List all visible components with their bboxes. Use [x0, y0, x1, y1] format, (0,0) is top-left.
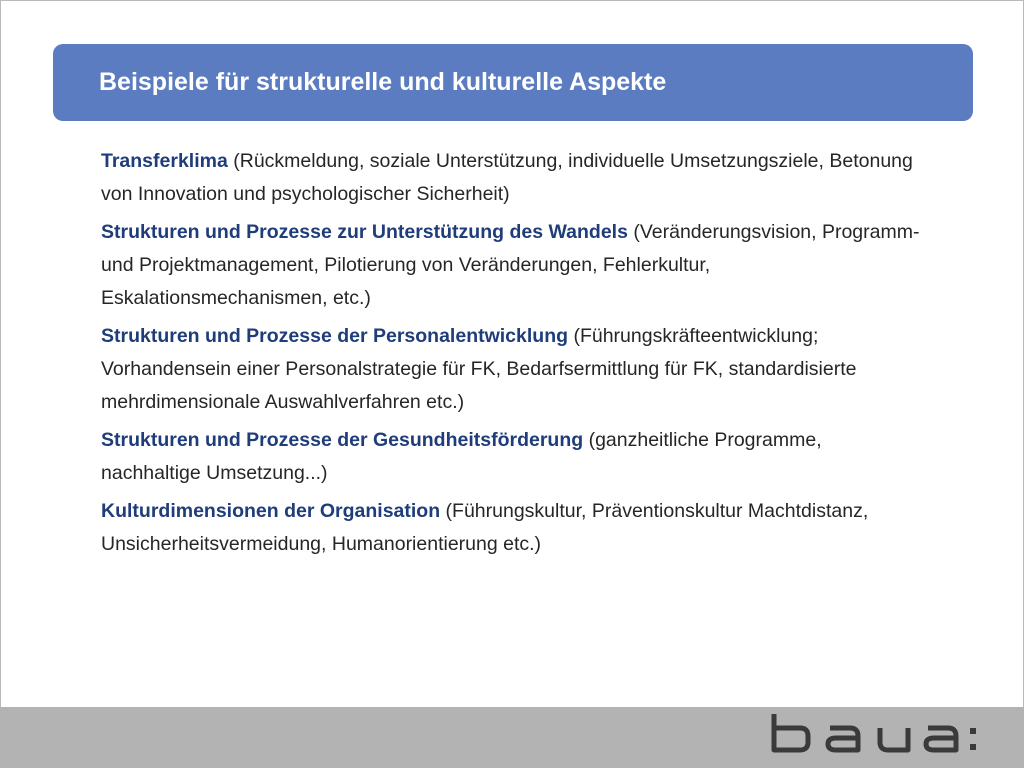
item-text: (Rückmeldung, soziale Unterstützung, individuelle Umsetzungsziele, Betonung von Innovation und psychologischer Sicherheit) [101, 150, 913, 205]
item-heading: Strukturen und Prozesse der Gesundheitsförderung [101, 429, 584, 451]
item-text: (ganzheitliche Programme, nachhaltige Umsetzung...) [101, 429, 822, 484]
item-heading: Strukturen und Prozesse zur Unterstützung des Wandels [101, 221, 628, 243]
item-heading: Transferklima [101, 150, 228, 172]
slide-title: Beispiele für strukturelle und kulturelle Aspekte [99, 68, 667, 96]
baua-logo [770, 712, 980, 756]
item-text: (Führungskultur, Präventionskultur Machtdistanz, Unsicherheitsvermeidung, Humanorientierung etc.) [101, 500, 869, 555]
item-text: (Veränderungsvision, Programm- und Projektmanagement, Pilotierung von Veränderungen, Fehlerkultur, Eskalationsmechanismen, etc.) [101, 221, 920, 309]
list-item-kulturdimensionen [101, 495, 921, 561]
item-heading: Kulturdimensionen der Organisation [101, 500, 441, 522]
title-bar [53, 44, 973, 121]
list-item-gesundheitsfoerderung [101, 424, 921, 490]
list-item-personalentwicklung [101, 320, 921, 419]
list-item-transferklima [101, 145, 921, 211]
list-item-wandel [101, 216, 921, 315]
content-list [101, 145, 921, 566]
item-heading: Strukturen und Prozesse der Personalentwicklung [101, 325, 569, 347]
item-text: (Führungskräfteentwicklung; Vorhandensein einer Personalstrategie für FK, Bedarfsermittlung für FK, standardisierte mehrdimensionale Auswahlverfahren etc.) [101, 325, 857, 413]
